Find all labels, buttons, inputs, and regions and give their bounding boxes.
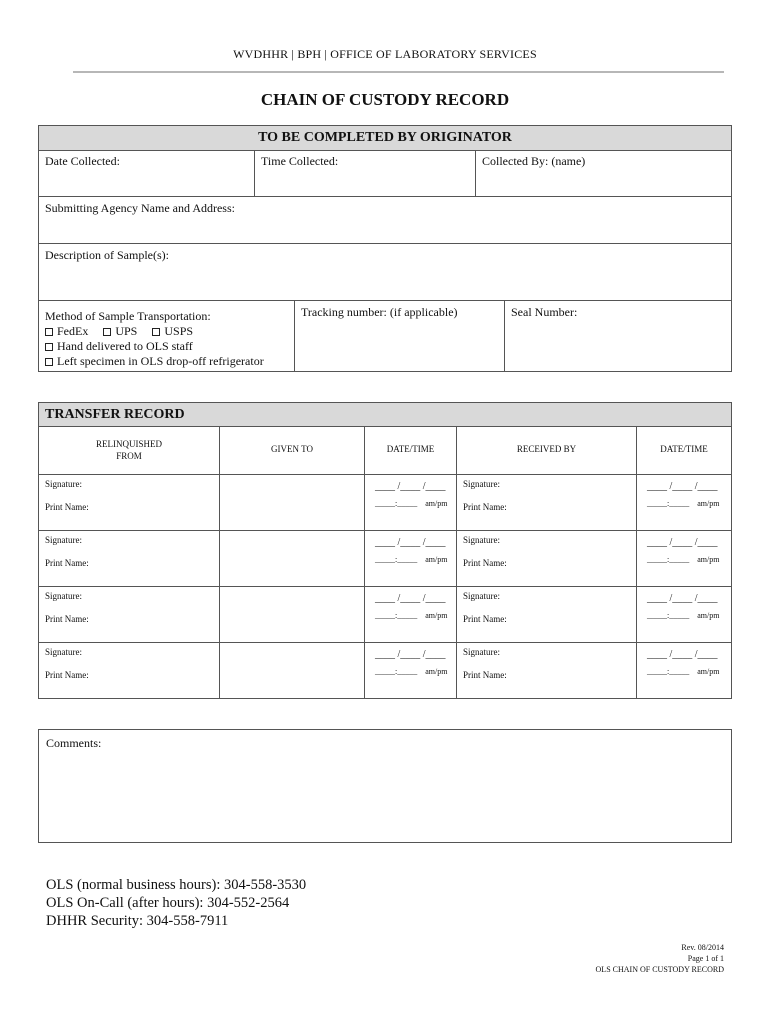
- originator-band: [39, 126, 731, 151]
- date-blank: ____ /____ /____: [647, 593, 718, 604]
- time-blank: _____:_____: [647, 611, 690, 620]
- col-relinquished: [39, 427, 220, 475]
- time-blank: _____:_____: [375, 499, 418, 508]
- page-footer: [596, 942, 724, 975]
- print-name-label: Print Name:: [45, 558, 89, 568]
- comments-label: Comments:: [46, 736, 102, 750]
- collected-by-label: Collected By: (name): [482, 154, 586, 168]
- time-blank: _____:_____: [375, 667, 418, 676]
- datetime-cell[interactable]: [637, 587, 731, 642]
- collected-by-field[interactable]: [476, 150, 731, 197]
- ampm-label: am/pm: [425, 667, 448, 676]
- relinquished-cell[interactable]: [39, 475, 220, 530]
- form-name: OLS CHAIN OF CUSTODY RECORD: [595, 965, 724, 974]
- signature-label: Signature:: [45, 591, 82, 601]
- hand-delivered-checkbox[interactable]: [45, 343, 53, 351]
- time-blank: _____:_____: [647, 555, 690, 564]
- ampm-label: am/pm: [425, 555, 448, 564]
- transfer-band: [39, 403, 731, 427]
- datetime-cell[interactable]: [637, 475, 731, 530]
- date-blank: ____ /____ /____: [647, 481, 718, 492]
- time-blank: _____:_____: [647, 667, 690, 676]
- submitting-agency-label: Submitting Agency Name and Address:: [45, 201, 235, 215]
- ampm-label: am/pm: [697, 667, 720, 676]
- time-collected-field[interactable]: [255, 150, 476, 197]
- received-by-cell[interactable]: [457, 643, 637, 698]
- received-by-cell[interactable]: [457, 531, 637, 586]
- fedex-label: FedEx: [57, 324, 89, 338]
- date-blank: ____ /____ /____: [647, 649, 718, 660]
- datetime-cell[interactable]: [365, 643, 457, 698]
- ampm-label: am/pm: [697, 555, 720, 564]
- signature-label: Signature:: [463, 647, 500, 657]
- contact-ols-normal: OLS (normal business hours): 304-558-3530: [46, 877, 307, 893]
- date-blank: ____ /____ /____: [375, 481, 446, 492]
- seal-number-label: Seal Number:: [511, 305, 578, 319]
- datetime-cell[interactable]: [637, 643, 731, 698]
- print-name-label: Print Name:: [45, 614, 89, 624]
- relinquished-cell[interactable]: [39, 587, 220, 642]
- datetime-cell[interactable]: [637, 531, 731, 586]
- col-relinquished-line1: RELINQUISHED: [96, 439, 162, 449]
- col-datetime-2-label: DATE/TIME: [660, 444, 708, 454]
- dropoff-label: Left specimen in OLS drop-off refrigerator: [57, 354, 264, 368]
- given-to-cell[interactable]: [220, 475, 365, 530]
- page-number: Page 1 of 1: [687, 954, 724, 963]
- date-blank: ____ /____ /____: [375, 537, 446, 548]
- ampm-label: am/pm: [425, 611, 448, 620]
- originator-section: [38, 125, 732, 372]
- col-datetime-2: [637, 427, 731, 475]
- given-to-cell[interactable]: [220, 643, 365, 698]
- description-label: Description of Sample(s):: [45, 248, 169, 262]
- col-given-to: [220, 427, 365, 475]
- time-collected-label: Time Collected:: [261, 154, 339, 168]
- col-received-by-label: RECEIVED BY: [516, 444, 577, 454]
- received-by-cell[interactable]: [457, 587, 637, 642]
- given-to-cell[interactable]: [220, 531, 365, 586]
- agency-header: WVDHHR | BPH | OFFICE OF LABORATORY SERVICES: [233, 47, 537, 61]
- print-name-label: Print Name:: [463, 502, 507, 512]
- usps-checkbox[interactable]: [152, 328, 160, 336]
- col-datetime-1: [365, 427, 457, 475]
- time-blank: _____:_____: [647, 499, 690, 508]
- originator-band-title: TO BE COMPLETED BY ORIGINATOR: [258, 130, 512, 145]
- datetime-cell[interactable]: [365, 531, 457, 586]
- print-name-label: Print Name:: [463, 558, 507, 568]
- dropoff-checkbox[interactable]: [45, 358, 53, 366]
- date-blank: ____ /____ /____: [375, 593, 446, 604]
- transfer-row: [39, 643, 731, 698]
- header-divider: [73, 71, 724, 73]
- print-name-label: Print Name:: [45, 502, 89, 512]
- date-collected-field[interactable]: [39, 150, 255, 197]
- page-title: CHAIN OF CUSTODY RECORD: [260, 90, 510, 109]
- print-name-label: Print Name:: [463, 614, 507, 624]
- contact-dhhr-security: DHHR Security: 304-558-7911: [46, 913, 229, 929]
- ups-label: UPS: [115, 324, 138, 338]
- datetime-cell[interactable]: [365, 475, 457, 530]
- transfer-row: [39, 475, 731, 531]
- given-to-cell[interactable]: [220, 587, 365, 642]
- description-field[interactable]: [39, 244, 731, 301]
- signature-label: Signature:: [463, 591, 500, 601]
- relinquished-cell[interactable]: [39, 531, 220, 586]
- ampm-label: am/pm: [425, 499, 448, 508]
- signature-label: Signature:: [45, 479, 82, 489]
- usps-label: USPS: [164, 324, 194, 338]
- col-relinquished-line2: FROM: [116, 451, 142, 461]
- signature-label: Signature:: [45, 535, 82, 545]
- submitting-agency-field[interactable]: [39, 197, 731, 244]
- hand-delivered-label: Hand delivered to OLS staff: [57, 339, 193, 353]
- print-name-label: Print Name:: [463, 670, 507, 680]
- ampm-label: am/pm: [697, 499, 720, 508]
- signature-label: Signature:: [45, 647, 82, 657]
- revision-label: Rev. 08/2014: [681, 943, 724, 952]
- col-datetime-1-label: DATE/TIME: [386, 444, 435, 454]
- transfer-row: [39, 587, 731, 643]
- transport-method-label: Method of Sample Transportation:: [45, 309, 211, 323]
- received-by-cell[interactable]: [457, 475, 637, 530]
- time-blank: _____:_____: [375, 555, 418, 564]
- date-blank: ____ /____ /____: [375, 649, 446, 660]
- relinquished-cell[interactable]: [39, 643, 220, 698]
- print-name-label: Print Name:: [45, 670, 89, 680]
- transfer-band-title: TRANSFER RECORD: [45, 407, 185, 422]
- transfer-row: [39, 531, 731, 587]
- ampm-label: am/pm: [697, 611, 720, 620]
- tracking-number-label: Tracking number: (if applicable): [301, 305, 458, 319]
- date-collected-label: Date Collected:: [45, 154, 120, 168]
- contact-block: [46, 876, 306, 930]
- col-received-by: [457, 427, 637, 475]
- col-given-to-label: GIVEN TO: [271, 444, 313, 454]
- date-blank: ____ /____ /____: [647, 537, 718, 548]
- comments-field[interactable]: [38, 729, 732, 843]
- contact-ols-oncall: OLS On-Call (after hours): 304-552-2564: [46, 895, 290, 911]
- transport-method-field: [39, 301, 295, 371]
- signature-label: Signature:: [463, 479, 500, 489]
- tracking-number-field[interactable]: [295, 301, 505, 371]
- ups-checkbox[interactable]: [103, 328, 111, 336]
- transfer-section: [38, 402, 732, 699]
- signature-label: Signature:: [463, 535, 500, 545]
- datetime-cell[interactable]: [365, 587, 457, 642]
- time-blank: _____:_____: [375, 611, 418, 620]
- fedex-checkbox[interactable]: [45, 328, 53, 336]
- seal-number-field[interactable]: [505, 301, 731, 371]
